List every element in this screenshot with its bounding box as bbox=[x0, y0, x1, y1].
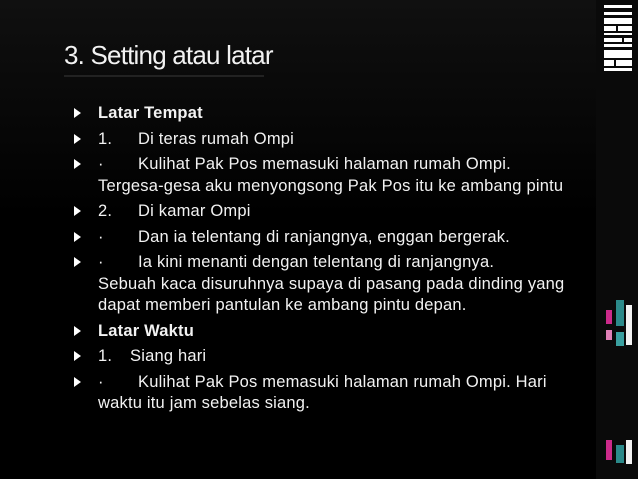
list-item bbox=[74, 154, 594, 197]
decor-white-block bbox=[626, 440, 632, 464]
decor-block bbox=[616, 60, 632, 66]
item-text: Latar Waktu bbox=[98, 321, 195, 340]
item-text: Dan ia telentang di ranjangnya, enggan bergerak. bbox=[138, 227, 510, 246]
item-text: Latar Tempat bbox=[98, 104, 203, 122]
item-text-continuation: waktu itu jam sebelas siang. bbox=[98, 394, 310, 412]
list-item bbox=[74, 321, 594, 343]
decor-block bbox=[604, 50, 632, 58]
item-text: Siang hari bbox=[130, 347, 207, 365]
decorative-side-bar bbox=[596, 0, 638, 479]
decor-pink-block bbox=[606, 330, 612, 340]
triangle-bullet-icon bbox=[74, 206, 81, 216]
list-item bbox=[74, 252, 594, 317]
item-marker: 2. bbox=[98, 202, 113, 220]
decor-pink-block bbox=[606, 310, 612, 324]
triangle-bullet-icon bbox=[74, 326, 81, 336]
triangle-bullet-icon bbox=[74, 257, 81, 267]
item-marker: · bbox=[98, 227, 104, 246]
decor-teal-block bbox=[616, 445, 624, 463]
item-text: Ia kini menanti dengan telentang di ranjangnya. bbox=[138, 253, 495, 271]
list-item bbox=[74, 103, 594, 125]
decor-block bbox=[604, 5, 632, 8]
item-marker: · bbox=[98, 155, 104, 173]
item-marker: 1. bbox=[98, 347, 113, 365]
item-text-continuation: Tergesa-gesa aku menyongsong Pak Pos itu ke ambang pintu bbox=[98, 176, 564, 195]
item-marker: · bbox=[98, 253, 104, 271]
list-item bbox=[74, 129, 594, 151]
triangle-bullet-icon bbox=[74, 108, 81, 118]
decor-pink-block bbox=[606, 440, 612, 460]
item-marker: · bbox=[98, 372, 104, 391]
triangle-bullet-icon bbox=[74, 377, 81, 387]
title-divider bbox=[64, 75, 264, 77]
decor-block bbox=[604, 60, 614, 66]
triangle-bullet-icon bbox=[74, 134, 81, 144]
decor-teal-block bbox=[616, 300, 624, 326]
decor-block bbox=[618, 26, 632, 31]
decor-white-block bbox=[626, 305, 632, 345]
item-text: Kulihat Pak Pos memasuki halaman rumah Ompi. Hari bbox=[138, 372, 547, 391]
item-text: Kulihat Pak Pos memasuki halaman rumah Ompi. bbox=[138, 155, 511, 173]
decor-block bbox=[604, 38, 622, 42]
decor-block bbox=[604, 18, 632, 24]
triangle-bullet-icon bbox=[74, 351, 81, 361]
decor-block bbox=[624, 38, 632, 42]
triangle-bullet-icon bbox=[74, 232, 81, 242]
item-text-continuation: Sebuah kaca disuruhnya supaya di pasang pada dinding yang dapat memberi pantulan ke ambang pintu depan. bbox=[98, 274, 565, 314]
bullet-list bbox=[74, 103, 594, 419]
triangle-bullet-icon bbox=[74, 159, 81, 169]
list-item bbox=[74, 227, 594, 249]
list-item bbox=[74, 201, 594, 223]
decor-teal-block bbox=[616, 332, 624, 346]
decor-block bbox=[604, 68, 632, 71]
list-item bbox=[74, 346, 594, 368]
slide-title: 3. Setting atau latar bbox=[64, 40, 273, 70]
decor-block bbox=[604, 26, 616, 31]
item-text: Di kamar Ompi bbox=[138, 202, 251, 220]
item-text: Di teras rumah Ompi bbox=[138, 129, 295, 148]
decor-block bbox=[604, 44, 632, 47]
list-item bbox=[74, 372, 594, 415]
decor-block bbox=[604, 12, 632, 15]
item-marker: 1. bbox=[98, 129, 113, 148]
decor-block bbox=[604, 33, 632, 35]
